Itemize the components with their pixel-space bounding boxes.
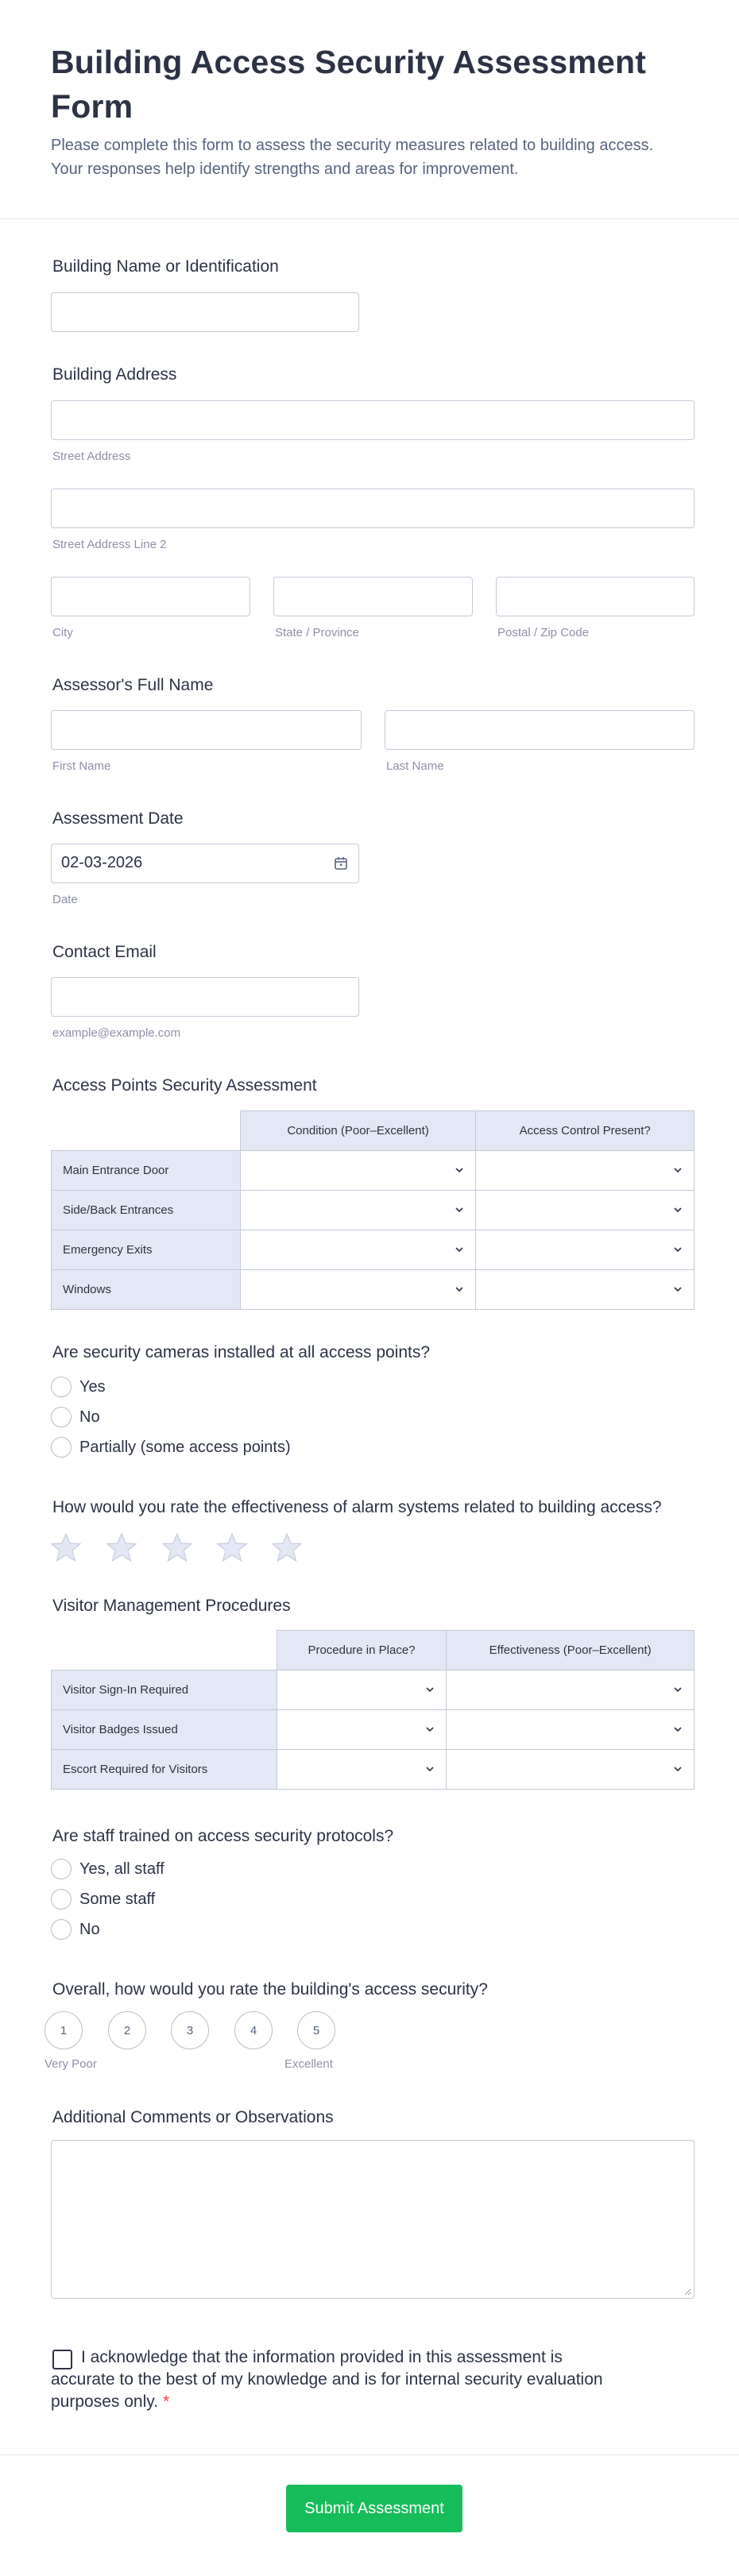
radio-label: Yes, all staff bbox=[79, 1860, 164, 1878]
row-label: Visitor Sign-In Required bbox=[52, 1670, 277, 1710]
condition-select[interactable] bbox=[240, 1230, 476, 1270]
date-sublabel: Date bbox=[52, 893, 78, 906]
radio-staff-all[interactable] bbox=[51, 1859, 72, 1879]
star-icon[interactable] bbox=[50, 1531, 82, 1563]
calendar-icon[interactable] bbox=[333, 855, 349, 871]
table-row bbox=[52, 1710, 695, 1750]
scale-option-5[interactable]: 5 bbox=[297, 2011, 335, 2049]
row-label: Side/Back Entrances bbox=[52, 1191, 241, 1230]
effectiveness-select[interactable] bbox=[447, 1710, 695, 1750]
access-points-matrix bbox=[51, 1110, 695, 1310]
staff-training-label: Are staff trained on access security protocols? bbox=[52, 1827, 394, 1845]
row-label: Emergency Exits bbox=[52, 1230, 241, 1270]
row-label: Windows bbox=[52, 1270, 241, 1310]
chevron-down-icon bbox=[455, 1284, 464, 1294]
state-sublabel: State / Province bbox=[275, 626, 359, 639]
contact-email-label: Contact Email bbox=[52, 943, 157, 961]
radio-cameras-partially[interactable] bbox=[51, 1437, 72, 1458]
radio-cameras-no[interactable] bbox=[51, 1407, 72, 1427]
acknowledge-text bbox=[51, 2346, 631, 2413]
scale-option-2[interactable]: 2 bbox=[108, 2011, 146, 2049]
chevron-down-icon bbox=[455, 1245, 464, 1254]
state-input[interactable] bbox=[273, 577, 473, 616]
procedure-select[interactable] bbox=[277, 1710, 447, 1750]
scale-option-3[interactable]: 3 bbox=[171, 2011, 209, 2049]
page-subtitle: Please complete this form to assess the security measures related to building access. Your responses help identify strengths and areas for improvement. bbox=[51, 137, 654, 178]
date-value: 02-03-2026 bbox=[61, 854, 143, 871]
effectiveness-select[interactable] bbox=[447, 1750, 695, 1790]
column-header: Access Control Present? bbox=[476, 1111, 695, 1151]
date-input[interactable] bbox=[51, 844, 359, 883]
effectiveness-select[interactable] bbox=[447, 1670, 695, 1710]
radio-cameras-yes[interactable] bbox=[51, 1377, 72, 1397]
resize-handle-icon[interactable] bbox=[683, 2288, 691, 2296]
scale-option-4[interactable]: 4 bbox=[234, 2011, 273, 2049]
chevron-down-icon bbox=[425, 1685, 435, 1694]
visitor-management-matrix bbox=[51, 1630, 695, 1790]
street-address-line2-input[interactable] bbox=[51, 489, 695, 528]
row-label: Visitor Badges Issued bbox=[52, 1710, 277, 1750]
radio-label: No bbox=[79, 1921, 100, 1938]
assessor-name-label: Assessor's Full Name bbox=[52, 676, 214, 694]
chevron-down-icon bbox=[455, 1205, 464, 1215]
condition-select[interactable] bbox=[240, 1270, 476, 1310]
required-mark: * bbox=[163, 2393, 170, 2411]
last-name-input[interactable] bbox=[385, 710, 695, 750]
street-address-line2-sublabel: Street Address Line 2 bbox=[52, 538, 167, 551]
column-header: Condition (Poor–Excellent) bbox=[240, 1111, 476, 1151]
chevron-down-icon bbox=[673, 1165, 683, 1175]
condition-select[interactable] bbox=[240, 1191, 476, 1230]
matrix-corner bbox=[52, 1111, 241, 1151]
table-row bbox=[52, 1230, 695, 1270]
star-icon[interactable] bbox=[216, 1531, 248, 1563]
radio-label: Yes bbox=[79, 1378, 106, 1396]
access-control-select[interactable] bbox=[476, 1151, 695, 1191]
form-header bbox=[0, 0, 739, 219]
procedure-select[interactable] bbox=[277, 1670, 447, 1710]
star-icon[interactable] bbox=[271, 1531, 303, 1563]
matrix-corner bbox=[52, 1631, 277, 1670]
acknowledge-label: I acknowledge that the information provided in this assessment is accurate to the best of my knowledge and is for internal security evaluation purposes only. bbox=[51, 2348, 603, 2411]
zip-sublabel: Postal / Zip Code bbox=[497, 626, 590, 639]
scale-option-1[interactable]: 1 bbox=[44, 2011, 83, 2049]
cameras-label: Are security cameras installed at all access points? bbox=[52, 1343, 431, 1361]
assessment-date-label: Assessment Date bbox=[52, 809, 184, 828]
footer-divider bbox=[0, 2454, 739, 2455]
comments-textarea[interactable] bbox=[51, 2140, 695, 2299]
chevron-down-icon bbox=[673, 1764, 683, 1774]
scale-high-label: Excellent bbox=[284, 2057, 333, 2071]
street-address-sublabel: Street Address bbox=[52, 450, 131, 463]
radio-label: Some staff bbox=[79, 1890, 156, 1908]
email-sublabel: example@example.com bbox=[52, 1026, 181, 1040]
table-row bbox=[52, 1750, 695, 1790]
condition-select[interactable] bbox=[240, 1151, 476, 1191]
chevron-down-icon bbox=[673, 1205, 683, 1215]
access-control-select[interactable] bbox=[476, 1230, 695, 1270]
visitor-management-label: Visitor Management Procedures bbox=[52, 1597, 291, 1615]
last-name-sublabel: Last Name bbox=[386, 759, 444, 773]
table-row bbox=[52, 1270, 695, 1310]
submit-button[interactable]: Submit Assessment bbox=[286, 2485, 462, 2532]
chevron-down-icon bbox=[673, 1284, 683, 1294]
chevron-down-icon bbox=[455, 1165, 464, 1175]
radio-staff-no[interactable] bbox=[51, 1919, 72, 1940]
alarm-rating-label: How would you rate the effectiveness of alarm systems related to building access? bbox=[52, 1498, 662, 1516]
access-points-label: Access Points Security Assessment bbox=[52, 1076, 317, 1095]
overall-rating-label: Overall, how would you rate the building's access security? bbox=[52, 1980, 488, 1999]
row-label: Main Entrance Door bbox=[52, 1151, 241, 1191]
table-row bbox=[52, 1151, 695, 1191]
first-name-input[interactable] bbox=[51, 710, 362, 750]
street-address-input[interactable] bbox=[51, 400, 695, 440]
chevron-down-icon bbox=[425, 1724, 435, 1734]
building-address-label: Building Address bbox=[52, 365, 177, 384]
chevron-down-icon bbox=[673, 1245, 683, 1254]
chevron-down-icon bbox=[673, 1685, 683, 1694]
table-row bbox=[52, 1191, 695, 1230]
table-row bbox=[52, 1670, 695, 1710]
comments-label: Additional Comments or Observations bbox=[52, 2108, 334, 2126]
page-title: Building Access Security Assessment Form bbox=[51, 44, 647, 125]
zip-input[interactable] bbox=[496, 577, 695, 616]
row-label: Escort Required for Visitors bbox=[52, 1750, 277, 1790]
access-control-select[interactable] bbox=[476, 1191, 695, 1230]
chevron-down-icon bbox=[425, 1764, 435, 1774]
procedure-select[interactable] bbox=[277, 1750, 447, 1790]
radio-label: Partially (some access points) bbox=[79, 1439, 291, 1456]
column-header: Effectiveness (Poor–Excellent) bbox=[447, 1631, 695, 1670]
scale-low-label: Very Poor bbox=[44, 2057, 97, 2071]
building-name-label: Building Name or Identification bbox=[52, 257, 279, 276]
radio-staff-some[interactable] bbox=[51, 1889, 72, 1910]
city-sublabel: City bbox=[52, 626, 73, 639]
radio-label: No bbox=[79, 1408, 100, 1426]
chevron-down-icon bbox=[673, 1724, 683, 1734]
star-icon[interactable] bbox=[106, 1531, 137, 1563]
access-control-select[interactable] bbox=[476, 1270, 695, 1310]
star-icon[interactable] bbox=[161, 1531, 193, 1563]
city-input[interactable] bbox=[51, 577, 250, 616]
column-header: Procedure in Place? bbox=[277, 1631, 447, 1670]
building-name-input[interactable] bbox=[51, 292, 359, 332]
first-name-sublabel: First Name bbox=[52, 759, 111, 773]
email-input[interactable] bbox=[51, 977, 359, 1017]
